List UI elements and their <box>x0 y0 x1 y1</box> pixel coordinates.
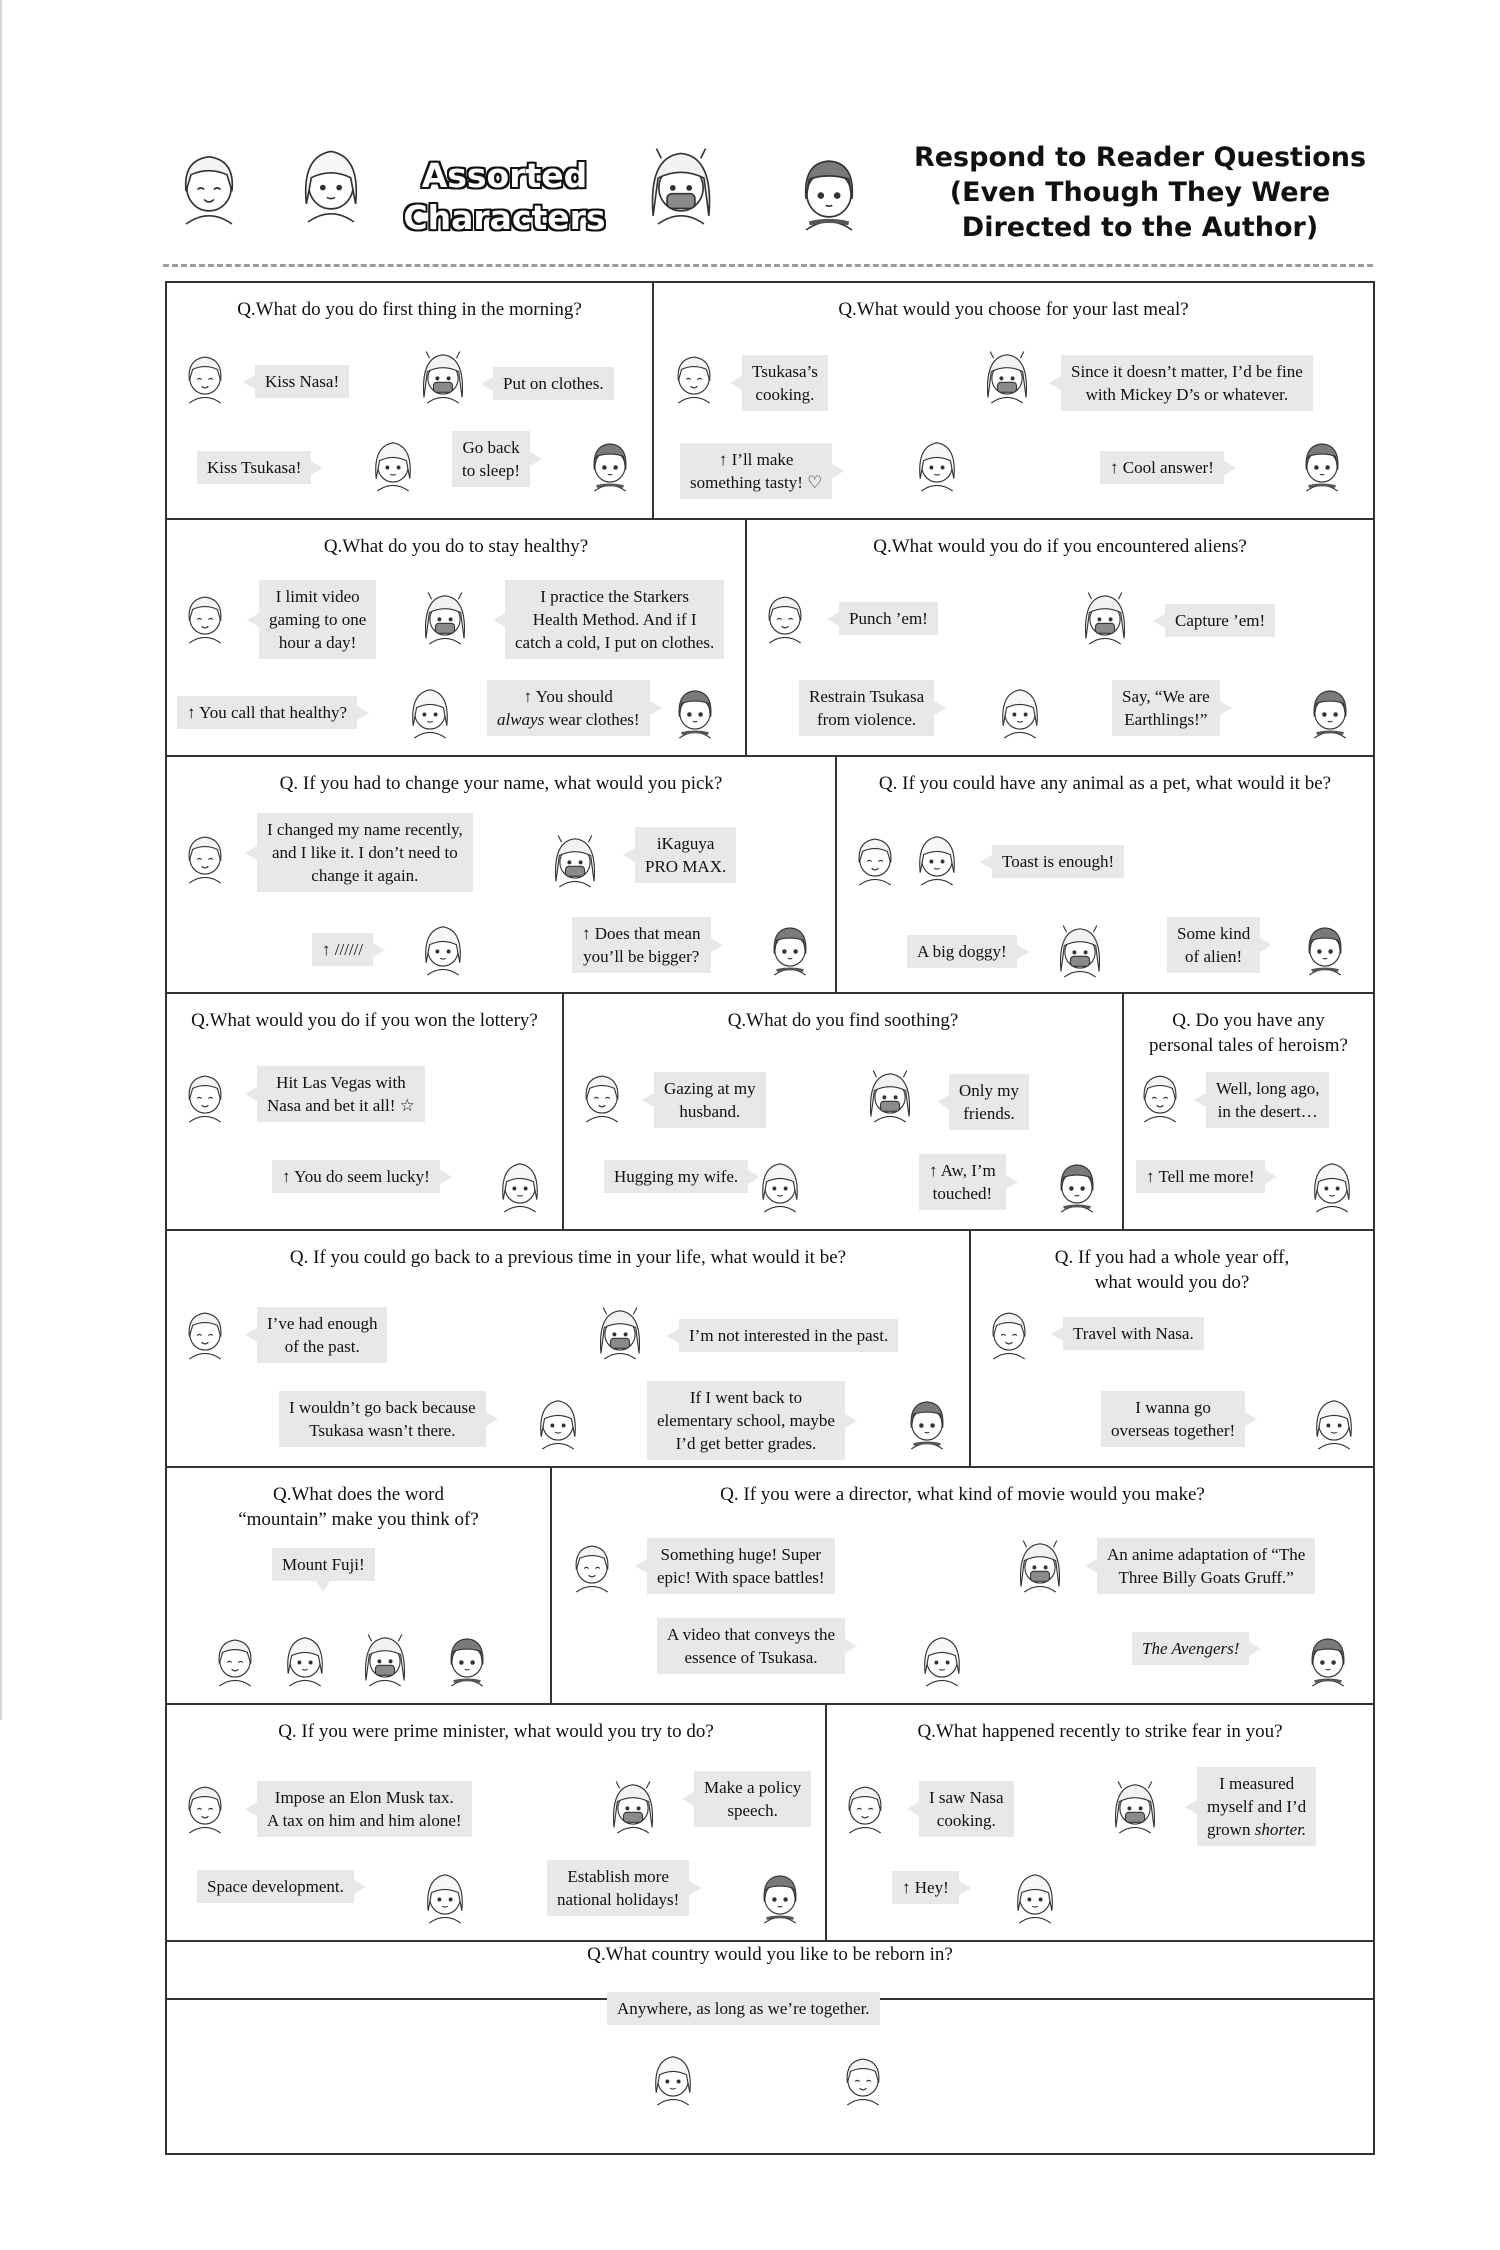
bubble-text: in the desert… <box>1217 1102 1318 1121</box>
question-text: Q. If you could have any animal as a pet, what would it be? <box>878 773 1332 794</box>
bubble-text: Tsukasa’s <box>752 362 818 381</box>
face-aya <box>1297 917 1353 977</box>
speech-bubble <box>1112 680 1220 736</box>
speech-bubble <box>257 1781 472 1837</box>
question-text: what would you do? <box>1094 1272 1250 1293</box>
question-text: Q. If you had a whole year off, <box>1054 1247 1290 1268</box>
bubble-text: to sleep! <box>462 461 521 480</box>
face-tsukasa <box>992 680 1048 740</box>
face-aya <box>752 1865 808 1925</box>
bubble-text: I limit video <box>275 587 360 606</box>
face-tsukasa <box>1306 1391 1362 1451</box>
bubble-text: I’m not interested in the past. <box>689 1326 889 1345</box>
speech-bubble <box>1136 1160 1265 1193</box>
bubble-text: A big doggy! <box>917 942 1007 961</box>
speech-bubble <box>197 451 311 484</box>
bubble-text: change it again. <box>311 866 419 885</box>
speech-bubble <box>493 367 614 400</box>
face-nasa <box>757 585 813 645</box>
bubble-text: Only my <box>959 1081 1019 1100</box>
bubble-text: something tasty! ♡ <box>690 473 823 492</box>
question-text: Q.What country would you like to be reborn in? <box>587 1944 953 1965</box>
bubble-text: ↑ You do seem lucky! <box>282 1167 430 1186</box>
face-kaguya <box>979 345 1035 405</box>
question-text: Q. Do you have any <box>1172 1010 1325 1031</box>
title-line-3: Directed to the Author) <box>961 212 1319 243</box>
bubble-text: Tsukasa wasn’t there. <box>309 1421 456 1440</box>
speech-bubble <box>1197 1767 1316 1846</box>
question-text: Q. If you could go back to a previous time in your life, what would it be? <box>289 1247 847 1268</box>
bubble-text <box>497 708 640 731</box>
bubble-text: I wouldn’t go back because <box>289 1398 476 1417</box>
question <box>747 534 1373 559</box>
face-nasa <box>847 827 903 887</box>
bubble-text: Mount Fuji! <box>282 1555 365 1574</box>
bubble-text: friends. <box>963 1104 1015 1123</box>
bubble-text: from violence. <box>816 710 917 729</box>
assorted-characters-badge <box>402 155 607 245</box>
qa-grid <box>165 281 1375 2000</box>
bubble-text: Hit Las Vegas with <box>276 1073 406 1092</box>
speech-bubble <box>604 1160 748 1193</box>
speech-bubble <box>272 1548 375 1581</box>
speech-bubble <box>259 580 376 659</box>
speech-bubble <box>1061 355 1313 411</box>
bubble-text: Hugging my wife. <box>614 1167 739 1186</box>
bubble-text: Punch ’em! <box>849 609 928 628</box>
bubble-text: Nasa and bet it all! ☆ <box>267 1096 415 1115</box>
bubble-text: essence of Tsukasa. <box>684 1648 818 1667</box>
panel-year-off <box>971 1231 1373 1468</box>
face-kaguya <box>415 345 471 405</box>
speech-bubble <box>1097 1538 1315 1594</box>
speech-bubble <box>892 1871 959 1904</box>
bubble-text: I changed my name recently, <box>267 820 463 839</box>
face-kaguya <box>547 829 603 889</box>
bubble-text: grown <box>1207 1820 1255 1839</box>
bubble-text: An anime adaptation of “The <box>1107 1545 1306 1564</box>
speech-bubble <box>1206 1072 1329 1128</box>
face-kaguya <box>1012 1534 1068 1594</box>
speech-bubble <box>635 827 736 883</box>
bubble-text: Establish more <box>567 1867 669 1886</box>
panel-heroism <box>1124 994 1373 1231</box>
badge-line-1: Assorted <box>421 156 588 195</box>
question <box>827 1719 1373 1744</box>
header-divider <box>163 264 1373 267</box>
panel-morning <box>167 283 654 520</box>
question-text: Q.What does the word <box>273 1484 444 1505</box>
bubble-text: A video that conveys the <box>667 1625 836 1644</box>
question-text: Q.What happened recently to strike fear in you? <box>917 1721 1283 1742</box>
bubble-text: I wanna go <box>1135 1398 1211 1417</box>
question <box>167 1482 550 1532</box>
page-edge-line <box>0 0 2 1720</box>
bubble-text: you’ll be bigger? <box>583 947 700 966</box>
bubble-text: wear clothes! <box>544 710 640 729</box>
bubble-text: ↑ Does that mean <box>582 924 701 943</box>
question <box>167 534 745 559</box>
bubble-text: Health Method. And if I <box>532 610 697 629</box>
face-tsukasa <box>492 1154 548 1214</box>
face-nasa <box>177 1064 233 1124</box>
reborn-row-frame <box>165 1940 1375 2155</box>
bubble-text: iKaguya <box>656 834 715 853</box>
bubble-text: Since it doesn’t matter, I’d be fine <box>1071 362 1303 381</box>
bubble-text: ↑ ////// <box>322 940 364 959</box>
speech-bubble <box>1132 1632 1249 1665</box>
speech-bubble <box>839 602 938 635</box>
bubble-text: The Avengers! <box>1142 1639 1240 1658</box>
title-line-2: (Even Though They Were <box>949 177 1331 208</box>
speech-bubble <box>197 1870 354 1903</box>
speech-bubble <box>992 845 1124 878</box>
bubble-text: Go back <box>462 438 520 457</box>
title-line-1: Respond to Reader Questions <box>913 142 1367 173</box>
bubble-text: ↑ Cool answer! <box>1110 458 1214 477</box>
face-tsukasa <box>415 917 471 977</box>
bubble-text: cooking. <box>936 1811 996 1830</box>
face-aya <box>899 1391 955 1451</box>
bubble-text: ↑ You call that healthy? <box>187 703 348 722</box>
bubble-text: Capture ’em! <box>1175 611 1266 630</box>
speech-bubble <box>1165 604 1275 637</box>
bubble-text: Restrain Tsukasa <box>809 687 925 706</box>
bubble-text: I’ve had enough <box>267 1314 378 1333</box>
face-kaguya <box>1107 1775 1163 1835</box>
question-text: Q. If you had to change your name, what would you pick? <box>279 773 723 794</box>
face-tsukasa <box>909 827 965 887</box>
panel-aliens <box>747 520 1373 757</box>
bubble-text: I practice the Starkers <box>540 587 689 606</box>
header-face-tsukasa <box>290 138 372 224</box>
bubble-text: I’d get better grades. <box>675 1434 817 1453</box>
bubble-text: Well, long ago, <box>1216 1079 1320 1098</box>
bubble-text: overseas together! <box>1111 1421 1236 1440</box>
speech-bubble <box>257 813 473 892</box>
question <box>167 771 835 796</box>
question <box>167 297 652 322</box>
bubble-text: ↑ Tell me more! <box>1146 1167 1255 1186</box>
speech-bubble <box>949 1074 1029 1130</box>
face-kaguya <box>592 1301 648 1361</box>
face-kaguya <box>357 1628 413 1688</box>
bubble-text: of alien! <box>1185 947 1243 966</box>
bubble-text: hour a day! <box>278 633 357 652</box>
face-aya <box>1300 1628 1356 1688</box>
face-kaguya <box>1052 919 1108 979</box>
bubble-text: I saw Nasa <box>929 1788 1004 1807</box>
bubble-text: Something huge! Super <box>660 1545 822 1564</box>
speech-bubble <box>680 443 832 499</box>
question <box>564 1008 1122 1033</box>
bubble-text: Say, “We are <box>1122 687 1210 706</box>
bubble-text: If I went back to <box>689 1388 803 1407</box>
panel-soothing <box>564 994 1124 1231</box>
question <box>167 1719 825 1744</box>
bubble-italic-text: shorter. <box>1254 1820 1307 1839</box>
bubble-text: I measured <box>1219 1774 1295 1793</box>
face-nasa <box>177 825 233 885</box>
question <box>837 771 1373 796</box>
face-aya <box>1294 433 1350 493</box>
panel-pet <box>837 757 1373 994</box>
question-text: personal tales of heroism? <box>1149 1035 1348 1056</box>
face-aya <box>1049 1154 1105 1214</box>
face-aya <box>1302 680 1358 740</box>
question-text: Q.What do you do first thing in the morning? <box>237 299 582 320</box>
bubble-text: ↑ Aw, I’m <box>929 1161 996 1180</box>
speech-bubble <box>487 680 650 736</box>
bubble-text: Toast is enough! <box>1002 852 1115 871</box>
header-face-aya <box>788 146 870 232</box>
face-tsukasa <box>1007 1865 1063 1925</box>
speech-bubble <box>647 1538 835 1594</box>
question-text: “mountain” make you think of? <box>238 1509 479 1530</box>
bubble-text: Kiss Tsukasa! <box>207 458 302 477</box>
speech-bubble <box>1100 451 1224 484</box>
bubble-text: elementary school, maybe <box>657 1411 835 1430</box>
face-nasa <box>1132 1064 1188 1124</box>
speech-bubble <box>547 1860 689 1916</box>
face-tsukasa <box>530 1391 586 1451</box>
bubble-text: ↑ Hey! <box>902 1878 949 1897</box>
bubble-text: gaming to one <box>269 610 367 629</box>
bubble-text: Some kind <box>1177 924 1251 943</box>
bubble-text: ↑ I’ll make <box>718 450 794 469</box>
panel-prime-minister <box>167 1705 827 1942</box>
face-nasa <box>981 1301 1037 1361</box>
speech-bubble <box>1101 1391 1245 1447</box>
bubble-text: A tax on him and him alone! <box>267 1811 462 1830</box>
face-kaguya <box>417 586 473 646</box>
face-tsukasa <box>909 433 965 493</box>
face-nasa <box>666 345 722 405</box>
bubble-text <box>1207 1818 1306 1841</box>
speech-bubble <box>919 1781 1014 1837</box>
bubble-text: Travel with Nasa. <box>1073 1324 1194 1343</box>
bubble-text: of the past. <box>284 1337 360 1356</box>
face-tsukasa <box>402 680 458 740</box>
header-face-nasa <box>168 140 250 226</box>
face-tsukasa <box>417 1865 473 1925</box>
bubble-text: husband. <box>679 1102 741 1121</box>
face-tsukasa <box>277 1628 333 1688</box>
speech-bubble <box>177 696 357 729</box>
question-text: Q.What would you do if you won the lottery? <box>191 1010 538 1031</box>
face-nasa <box>177 1775 233 1835</box>
panel-healthy <box>167 520 747 757</box>
face-aya <box>762 917 818 977</box>
face-kaguya <box>862 1064 918 1124</box>
face-kaguya <box>1077 586 1133 646</box>
bubble-text: national holidays! <box>557 1890 680 1909</box>
bubble-text: touched! <box>932 1184 993 1203</box>
speech-bubble <box>907 935 1017 968</box>
question-text: Q.What would you choose for your last meal? <box>838 299 1189 320</box>
face-tsukasa <box>365 433 421 493</box>
face-tsukasa <box>914 1628 970 1688</box>
panel-director <box>552 1468 1373 1705</box>
bubble-text: Put on clothes. <box>503 374 604 393</box>
speech-bubble <box>694 1771 811 1827</box>
panel-lottery <box>167 994 564 1231</box>
speech-bubble <box>799 680 934 736</box>
question-text: Q. If you were prime minister, what would you try to do? <box>278 1721 714 1742</box>
bubble-text: speech. <box>727 1801 778 1820</box>
question-text: Q.What would you do if you encountered aliens? <box>873 536 1247 557</box>
bubble-text: Space development. <box>207 1877 344 1896</box>
bubble-text: Make a policy <box>704 1778 802 1797</box>
bubble-text: and I like it. I don’t need to <box>272 843 458 862</box>
speech-bubble <box>572 917 711 973</box>
face-nasa <box>177 585 233 645</box>
panel-fear <box>827 1705 1373 1942</box>
bubble-text: cooking. <box>755 385 815 404</box>
face-nasa <box>177 1301 233 1361</box>
face-nasa <box>837 1775 893 1835</box>
question <box>167 1008 562 1033</box>
bubble-text: Anywhere, as long as we’re together. <box>617 1999 870 2018</box>
face-aya <box>439 1628 495 1688</box>
speech-bubble <box>279 1391 486 1447</box>
panel-change-name <box>167 757 837 994</box>
question-text: Q.What do you find soothing? <box>727 1010 959 1031</box>
speech-bubble <box>654 1072 766 1128</box>
page-title <box>900 140 1380 245</box>
speech-bubble <box>255 365 349 398</box>
badge-line-2: Characters <box>403 198 606 237</box>
panel-go-back <box>167 1231 971 1468</box>
speech-bubble <box>505 580 724 659</box>
bubble-text: Three Billy Goats Gruff.” <box>1118 1568 1294 1587</box>
bubble-text: Gazing at my <box>664 1079 756 1098</box>
bubble-text: PRO MAX. <box>645 857 727 876</box>
bubble-text: with Mickey D’s or whatever. <box>1085 385 1289 404</box>
speech-bubble <box>1167 917 1260 973</box>
face-tsukasa <box>1304 1154 1360 1214</box>
bubble-text: epic! With space battles! <box>657 1568 825 1587</box>
face-nasa <box>574 1064 630 1124</box>
bubble-text: myself and I’d <box>1207 1797 1307 1816</box>
question-text: Q. If you were a director, what kind of movie would you make? <box>720 1484 1205 1505</box>
speech-bubble <box>647 1381 845 1460</box>
bubble-italic-text: always <box>497 710 545 729</box>
header-face-kaguya <box>640 140 722 226</box>
face-tsukasa <box>752 1154 808 1214</box>
speech-bubble <box>1063 1317 1204 1350</box>
question <box>971 1245 1373 1295</box>
panel-mountain <box>167 1468 552 1705</box>
speech-bubble <box>657 1618 845 1674</box>
speech-bubble <box>312 933 373 966</box>
bubble-text: Earthlings!” <box>1124 710 1208 729</box>
bubble-text: ↑ You should <box>523 687 613 706</box>
speech-bubble <box>257 1307 387 1363</box>
bubble-text: catch a cold, I put on clothes. <box>515 633 715 652</box>
question <box>654 297 1373 322</box>
speech-bubble <box>679 1319 898 1352</box>
question <box>1124 1008 1373 1058</box>
bubble-text: Kiss Nasa! <box>265 372 340 391</box>
face-kaguya <box>605 1775 661 1835</box>
face-aya <box>582 433 638 493</box>
question <box>552 1482 1373 1507</box>
speech-bubble <box>272 1160 440 1193</box>
panel-last-meal <box>654 283 1373 520</box>
face-nasa <box>564 1534 620 1594</box>
bubble-text: Impose an Elon Musk tax. <box>274 1788 454 1807</box>
face-nasa <box>207 1628 263 1688</box>
face-nasa <box>177 345 233 405</box>
speech-bubble <box>257 1066 425 1122</box>
face-aya <box>667 680 723 740</box>
question-text: Q.What do you do to stay healthy? <box>323 536 589 557</box>
speech-bubble <box>452 431 530 487</box>
question <box>167 1245 969 1270</box>
speech-bubble <box>919 1154 1006 1210</box>
speech-bubble <box>742 355 828 411</box>
